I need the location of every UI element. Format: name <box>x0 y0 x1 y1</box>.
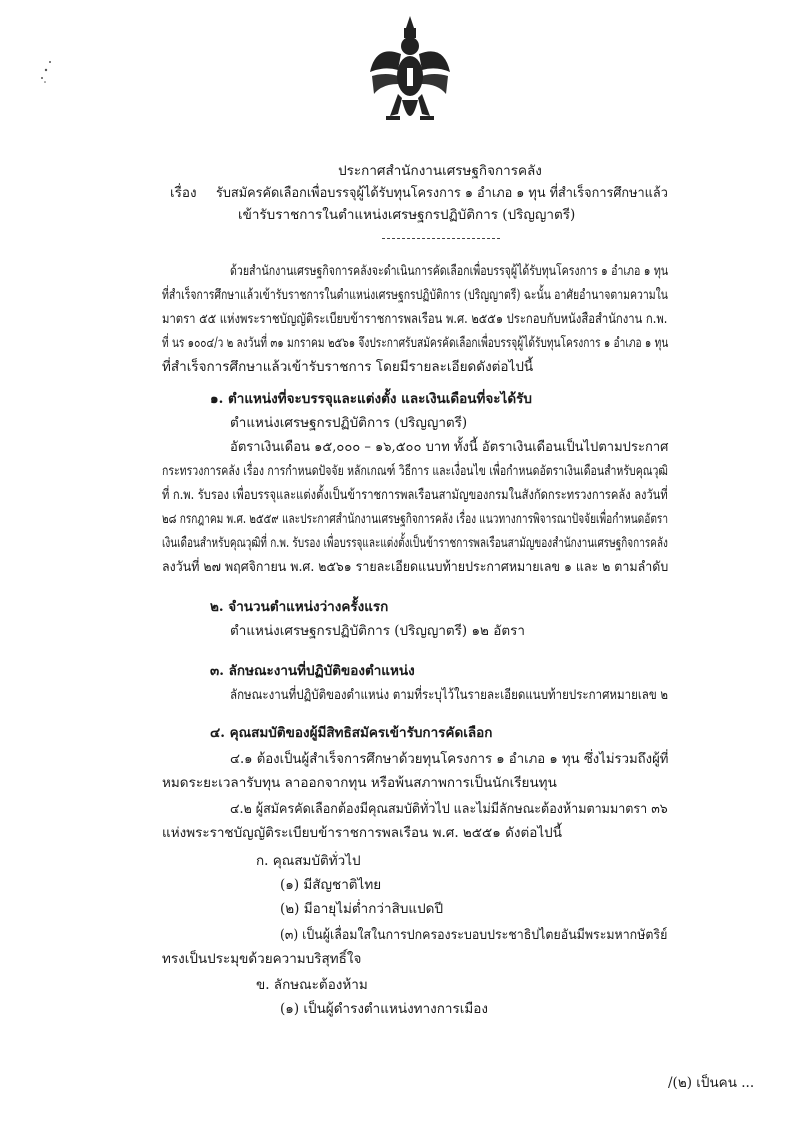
section-1-line-5: ๒๘ กรกฎาคม พ.ศ. ๒๕๕๙ และประกาศสำนักงานเศรษฐกิจการคลัง เรื่อง แนวทางการพิจารณาปัจจัยเพื่อกำหนดอัตรา <box>162 511 669 527</box>
qualification-3-line-1: (๓) เป็นผู้เลื่อมใสในการปกครองระบอบประชาธิปไตยอันมีพระมหากษัตริย์ <box>280 927 668 943</box>
section-4-heading: ๔. คุณสมบัติของผู้มีสิทธิสมัครเข้ารับการคัดเลือก <box>210 725 493 741</box>
intro-line-3: มาตรา ๕๕ แห่งพระราชบัญญัติระเบียบข้าราชการพลเรือน พ.ศ. ๒๕๕๑ ประกอบกับหนังสือสำนักงาน ก.พ. <box>162 311 668 327</box>
prohibition-1: (๑) เป็นผู้ดำรงตำแหน่งทางการเมือง <box>280 1001 488 1017</box>
intro-line-1: ด้วยสำนักงานเศรษฐกิจการคลังจะดำเนินการคัดเลือกเพื่อบรรจุผู้ได้รับทุนโครงการ ๑ อำเภอ ๑ ทุน <box>230 263 669 279</box>
announcement-title: ประกาศสำนักงานเศรษฐกิจการคลัง <box>338 163 542 179</box>
section-2-heading: ๒. จำนวนตำแหน่งว่างครั้งแรก <box>210 599 389 615</box>
title-separator <box>382 238 500 239</box>
section-1-line-6: เงินเดือนสำหรับคุณวุฒิที่ ก.พ. รับรอง เพื่อบรรจุและแต่งตั้งเป็นข้าราชการพลเรือนสามัญของสำนักงานเศรษฐกิจการคลัง <box>162 535 668 551</box>
section-2-line: ตำแหน่งเศรษฐกรปฏิบัติการ (ปริญญาตรี) ๑๒ อัตรา <box>230 623 525 639</box>
subsection-a-heading: ก. คุณสมบัติทั่วไป <box>256 853 361 869</box>
garuda-emblem-icon <box>368 14 452 134</box>
intro-line-4: ที่ นร ๑๐๐๔/ว ๒ ลงวันที่ ๓๑ มกราคม ๒๕๖๑ จึงประกาศรับสมัครคัดเลือกเพื่อบรรจุผู้ได้รับทุนโครงการ ๑ อำเภอ ๑ ทุน <box>162 335 669 351</box>
scan-specks <box>36 58 56 88</box>
section-1-line-4: ที่ ก.พ. รับรอง เพื่อบรรจุและแต่งตั้งเป็นข้าราชการพลเรือนสามัญของกรมในสังกัดกระทรวงการคลัง ลงวันที่ <box>162 487 668 503</box>
qualification-1: (๑) มีสัญชาติไทย <box>280 877 382 893</box>
continuation-note: /(๒) เป็นคน ... <box>668 1075 755 1091</box>
section-4-1-line-2: หมดระยะเวลารับทุน ลาออกจากทุน หรือพ้นสภาพการเป็นนักเรียนทุน <box>162 775 557 791</box>
qualification-3-line-2: ทรงเป็นประมุขด้วยความบริสุทธิ์ใจ <box>162 951 362 967</box>
section-3-heading: ๓. ลักษณะงานที่ปฏิบัติของตำแหน่ง <box>210 663 415 679</box>
section-4-1-line-1: ๔.๑ ต้องเป็นผู้สำเร็จการศึกษาด้วยทุนโครงการ ๑ อำเภอ ๑ ทุน ซึ่งไม่รวมถึงผู้ที่ <box>230 751 669 767</box>
intro-line-2: ที่สำเร็จการศึกษาแล้วเข้ารับราชการในตำแหน่งเศรษฐกรปฏิบัติการ (ปริญญาตรี) ฉะนั้น อาศัยอำนาจตามความใน <box>162 287 668 303</box>
section-1-position: ตำแหน่งเศรษฐกรปฏิบัติการ (ปริญญาตรี) <box>230 415 468 431</box>
section-3-line: ลักษณะงานที่ปฏิบัติของตำแหน่ง ตามที่ระบุไว้ในรายละเอียดแนบท้ายประกาศหมายเลข ๒ <box>230 687 669 703</box>
section-1-line-3: กระทรวงการคลัง เรื่อง การกำหนดปัจจัย หลักเกณฑ์ วิธีการ และเงื่อนไข เพื่อกำหนดอัตราเงินเดือนสำหรับคุณวุฒิ <box>162 463 668 479</box>
section-1-salary: อัตราเงินเดือน ๑๕,๐๐๐ – ๑๖,๕๐๐ บาท ทั้งนี้ อัตราเงินเดือนเป็นไปตามประกาศ <box>230 439 669 455</box>
section-1-heading: ๑. ตำแหน่งที่จะบรรจุและแต่งตั้ง และเงินเดือนที่จะได้รับ <box>210 391 532 407</box>
subject-line-1: รับสมัครคัดเลือกเพื่อบรรจุผู้ได้รับทุนโครงการ ๑ อำเภอ ๑ ทุน ที่สำเร็จการศึกษาแล้ว <box>216 185 668 201</box>
section-1-line-7: ลงวันที่ ๒๗ พฤศจิกายน พ.ศ. ๒๕๖๑ รายละเอียดแนบท้ายประกาศหมายเลข ๑ และ ๒ ตามลำดับ <box>162 559 669 575</box>
section-4-2-line-1: ๔.๒ ผู้สมัครคัดเลือกต้องมีคุณสมบัติทั่วไป และไม่มีลักษณะต้องห้ามตามมาตรา ๓๖ <box>230 801 668 817</box>
qualification-2: (๒) มีอายุไม่ต่ำกว่าสิบแปดปี <box>280 901 444 917</box>
section-4-2-line-2: แห่งพระราชบัญญัติระเบียบข้าราชการพลเรือน พ.ศ. ๒๕๕๑ ดังต่อไปนี้ <box>162 825 562 841</box>
subject-label: เรื่อง <box>170 185 197 201</box>
subsection-b-heading: ข. ลักษณะต้องห้าม <box>256 977 368 993</box>
subject-line-2: เข้ารับราชการในตำแหน่งเศรษฐกรปฏิบัติการ (ปริญญาตรี) <box>238 207 576 223</box>
intro-line-5: ที่สำเร็จการศึกษาแล้วเข้ารับราชการ โดยมีรายละเอียดดังต่อไปนี้ <box>162 359 534 375</box>
